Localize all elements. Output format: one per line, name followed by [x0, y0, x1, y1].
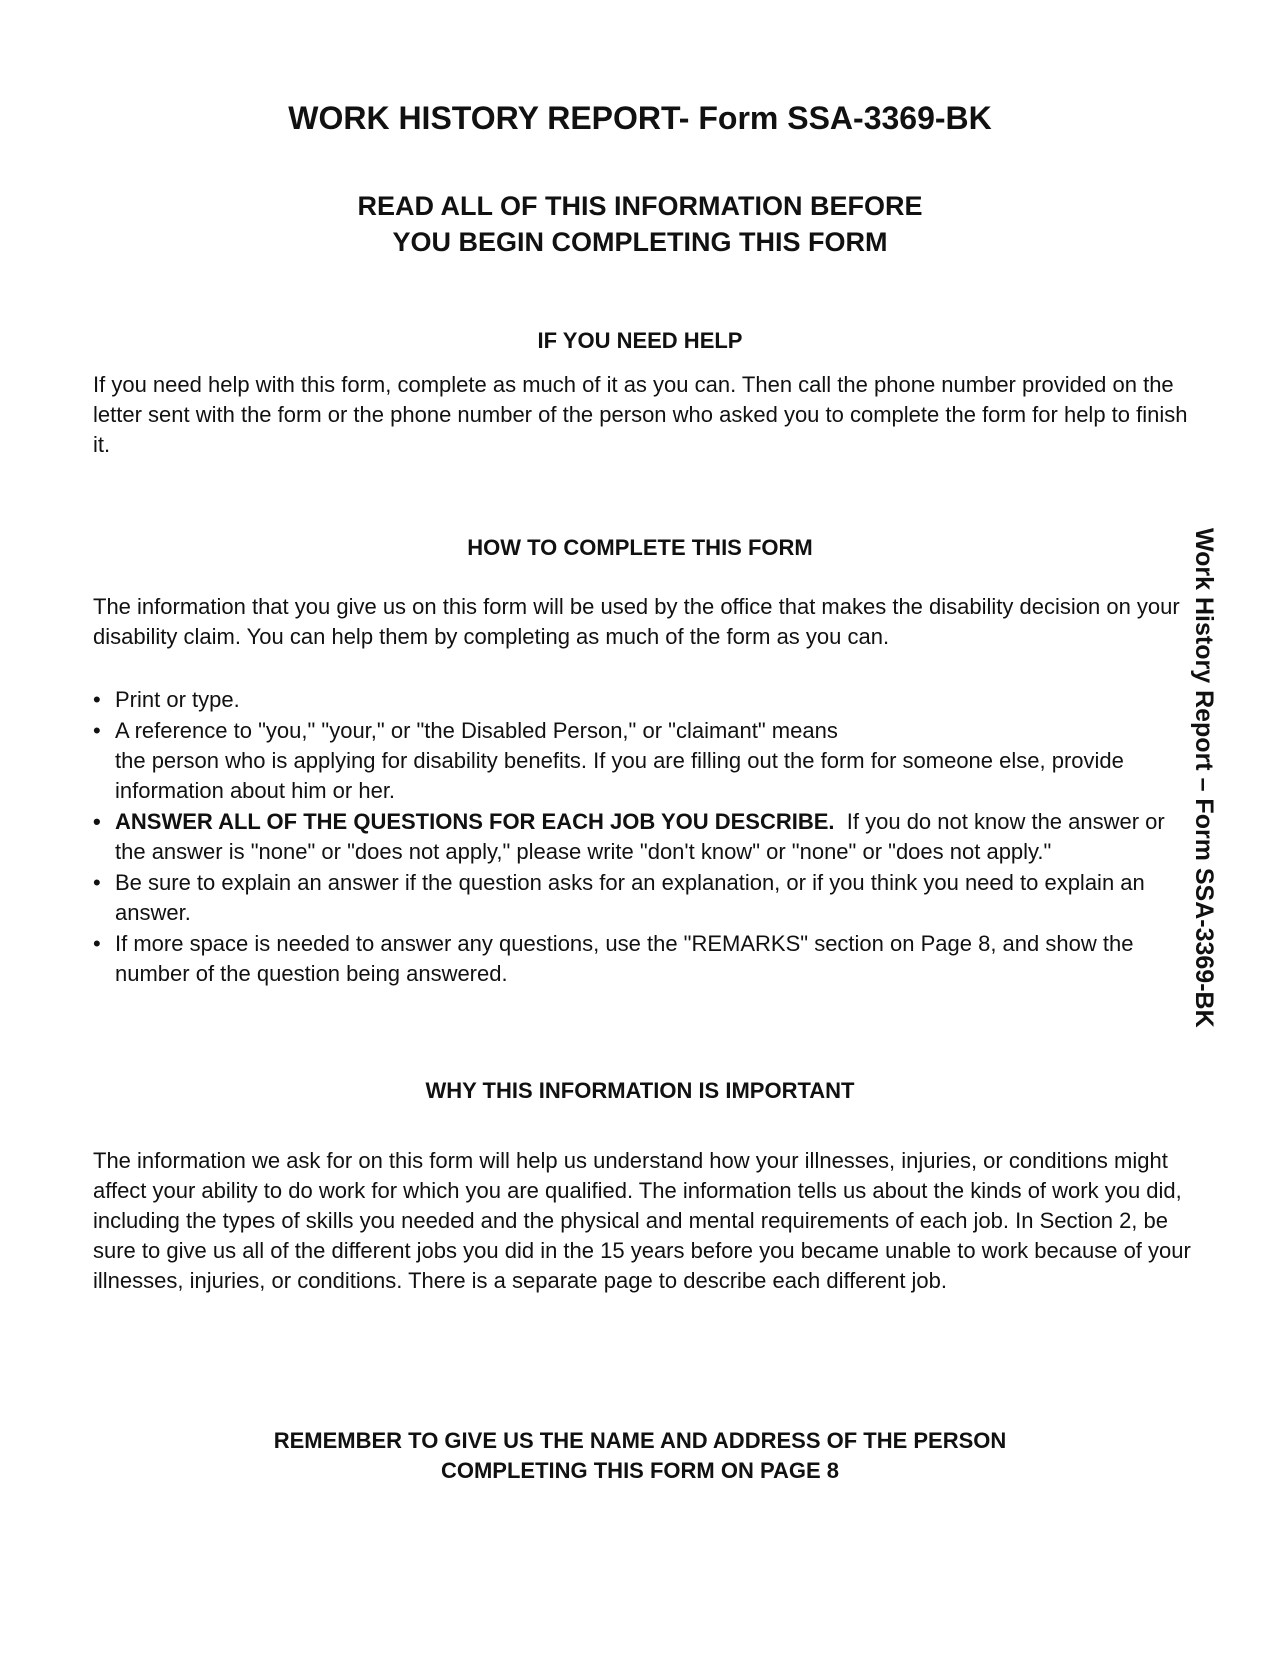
- bullet-text: If more space is needed to answer any questions, use the "REMARKS" section on Page 8, and show the number of the question being answered.: [115, 931, 1134, 986]
- remember-notice: [0, 1426, 1280, 1486]
- bullet-text: If you do not know the answer or the answer is "none" or "does not apply," please write "don't know" or "none" or "does not apply.": [115, 809, 1165, 864]
- remember-notice-line-2: COMPLETING THIS FORM ON PAGE 8: [440, 1458, 840, 1483]
- bullet-icon: •: [93, 870, 101, 895]
- bullet-icon: •: [93, 687, 101, 712]
- bullet-text: Be sure to explain an answer if the question asks for an explanation, or if you think you need to explain an answer.: [115, 870, 1145, 925]
- bullet-icon: •: [93, 718, 101, 743]
- bullet-text: Print or type.: [115, 687, 240, 712]
- help-paragraph: If you need help with this form, complete as much of it as you can. Then call the phone number provided on the letter sent with the form or the phone number of the person who asked you to complete the form for help to finish it.: [93, 372, 1188, 457]
- page-title: WORK HISTORY REPORT- Form SSA-3369-BK: [288, 100, 992, 136]
- list-item: [93, 868, 1193, 928]
- list-item: [93, 929, 1193, 989]
- how-to-complete-heading: HOW TO COMPLETE THIS FORM: [467, 535, 813, 560]
- list-item: [93, 807, 1193, 867]
- bullet-text-continued: the person who is applying for disability benefits. If you are filling out the form for someone else, provide information about him or her.: [115, 748, 1124, 803]
- read-instructions-line-1: READ ALL OF THIS INFORMATION BEFORE: [357, 191, 923, 221]
- how-to-complete-paragraph: The information that you give us on this form will be used by the office that makes the disability decision on your disability claim. You can help them by completing as much of the form as you can.: [93, 594, 1180, 649]
- side-label: [1186, 528, 1222, 1120]
- list-item: [93, 716, 1193, 806]
- bullet-emphasis: ANSWER ALL OF THE QUESTIONS FOR EACH JOB YOU DESCRIBE.: [115, 809, 835, 834]
- read-instructions-line-2: YOU BEGIN COMPLETING THIS FORM: [392, 227, 888, 257]
- why-important-heading: WHY THIS INFORMATION IS IMPORTANT: [425, 1078, 855, 1103]
- side-label-text: Work History Report – Form SSA-3369-BK: [1190, 528, 1218, 1028]
- instruction-list: [93, 685, 1193, 990]
- bullet-icon: •: [93, 809, 101, 834]
- bullet-icon: •: [93, 931, 101, 956]
- list-item: [93, 685, 1193, 715]
- read-instructions-heading: [0, 188, 1280, 260]
- bullet-text-line-1: A reference to "you," "your," or "the Disabled Person," or "claimant" means: [115, 718, 838, 743]
- remember-notice-line-1: REMEMBER TO GIVE US THE NAME AND ADDRESS OF THE PERSON: [273, 1428, 1007, 1453]
- why-important-paragraph: The information we ask for on this form will help us understand how your illnesses, injuries, or conditions might affect your ability to do work for which you are qualified. The information tells us about the kinds of work you did, including the types of skills you needed and the physical and mental requirements of each job. In Section 2, be sure to give us all of the different jobs you did in the 15 years before you became unable to work because of your illnesses, injuries, or conditions. There is a separate page to describe each different job.: [93, 1148, 1191, 1293]
- help-heading: IF YOU NEED HELP: [537, 328, 743, 353]
